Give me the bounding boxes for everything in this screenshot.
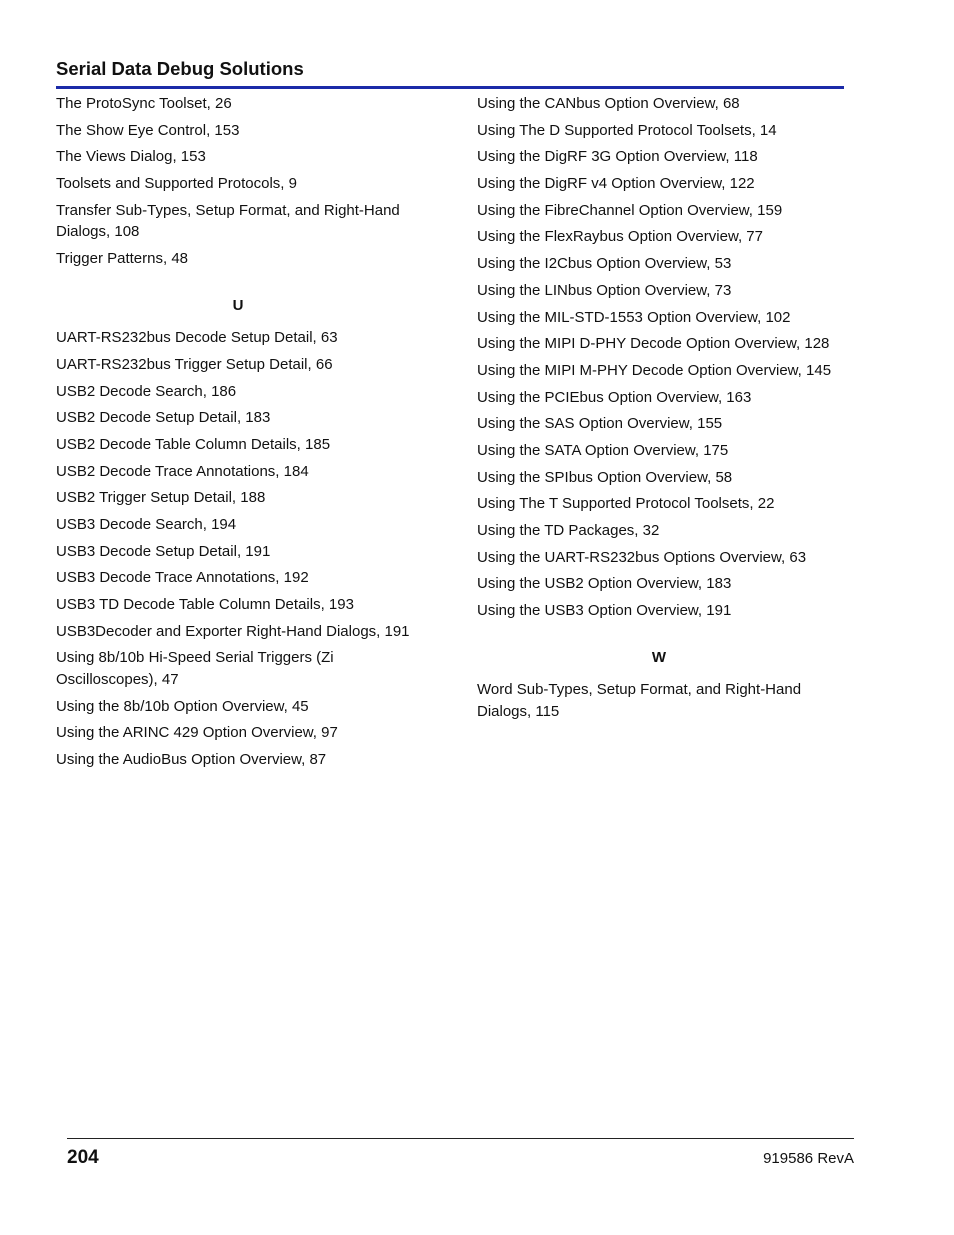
- page-number: 204: [67, 1147, 99, 1168]
- index-entry: Transfer Sub-Types, Setup Format, and Right-Hand Dialogs, 108: [56, 201, 400, 241]
- index-entry: Using the ARINC 429 Option Overview, 97: [56, 724, 338, 742]
- index-entry: USB2 Trigger Setup Detail, 188: [56, 489, 266, 507]
- index-entry: Using the DigRF 3G Option Overview, 118: [477, 148, 758, 166]
- index-entry: Using The D Supported Protocol Toolsets, 14: [477, 121, 777, 139]
- index-entry: Using the MIPI D-PHY Decode Option Overview, 128: [477, 335, 830, 353]
- section-letter-u: U: [232, 296, 244, 314]
- index-entry: USB3 Decode Search, 194: [56, 515, 237, 533]
- index-entry: Using the USB3 Option Overview, 191: [477, 602, 732, 620]
- footer-rule: [67, 1138, 854, 1139]
- index-entry: USB3 Decode Trace Annotations, 192: [56, 569, 309, 587]
- index-entry: Using the LINbus Option Overview, 73: [477, 281, 732, 299]
- index-entry: Using the AudioBus Option Overview, 87: [56, 750, 327, 768]
- document-id: 919586 RevA: [763, 1150, 854, 1167]
- index-left-column: [56, 93, 428, 776]
- section-spacer: [477, 627, 849, 647]
- index-entry: The Show Eye Control, 153: [56, 121, 240, 139]
- index-entry: Using the TD Packages, 32: [477, 522, 660, 539]
- index-entry: USB3Decoder and Exporter Right-Hand Dialogs, 191: [56, 622, 410, 640]
- index-entry: Using the PCIEbus Option Overview, 163: [477, 388, 752, 406]
- index-entry: Using the 8b/10b Option Overview, 45: [56, 697, 309, 715]
- index-entry: Using The T Supported Protocol Toolsets, 22: [477, 495, 775, 513]
- index-entry: UART-RS232bus Decode Setup Detail, 63: [56, 329, 338, 347]
- index-entry: Using the SAS Option Overview, 155: [477, 415, 723, 433]
- index-entry: Using the SPIbus Option Overview, 58: [477, 468, 733, 486]
- index-entry: Using 8b/10b Hi-Speed Serial Triggers (Zi Oscilloscopes), 47: [56, 649, 334, 688]
- index-entry: Trigger Patterns, 48: [56, 249, 189, 267]
- index-entry: UART-RS232bus Trigger Setup Detail, 66: [56, 355, 333, 373]
- index-entry: Using the I2Cbus Option Overview, 53: [477, 255, 732, 273]
- index-entry: Using the MIL-STD-1553 Option Overview, 102: [477, 308, 791, 326]
- index-entry: Using the FibreChannel Option Overview, 159: [477, 201, 783, 219]
- index-entry: Using the MIPI M-PHY Decode Option Overview, 145: [477, 361, 832, 379]
- index-entry: The ProtoSync Toolset, 26: [56, 95, 232, 112]
- index-entry: USB2 Decode Table Column Details, 185: [56, 435, 331, 453]
- index-entry: USB2 Decode Trace Annotations, 184: [56, 462, 309, 480]
- index-entry: USB2 Decode Search, 186: [56, 382, 237, 400]
- index-entry: Word Sub-Types, Setup Format, and Right-Hand Dialogs, 115: [477, 681, 802, 720]
- section-spacer: [477, 668, 849, 679]
- index-entry: USB3 TD Decode Table Column Details, 193: [56, 596, 354, 613]
- index-entry: Using the DigRF v4 Option Overview, 122: [477, 175, 755, 193]
- index-entry: Using the SATA Option Overview, 175: [477, 441, 729, 459]
- page-header-title: Serial Data Debug Solutions: [56, 58, 304, 79]
- section-letter-w: W: [651, 648, 667, 666]
- index-entry: Using the CANbus Option Overview, 68: [477, 95, 740, 112]
- index-entry: USB3 Decode Setup Detail, 191: [56, 542, 271, 560]
- index-right-column: [477, 93, 849, 727]
- index-entry: Toolsets and Supported Protocols, 9: [56, 175, 297, 193]
- index-entry: Using the UART-RS232bus Options Overview, 63: [477, 548, 807, 566]
- index-entry: Using the USB2 Option Overview, 183: [477, 575, 732, 593]
- index-entry: The Views Dialog, 153: [56, 148, 206, 166]
- index-entry: Using the FlexRaybus Option Overview, 77: [477, 228, 763, 246]
- section-spacer: [56, 316, 428, 327]
- section-spacer: [56, 275, 428, 295]
- header-rule: [56, 86, 844, 89]
- index-entry: USB2 Decode Setup Detail, 183: [56, 409, 271, 427]
